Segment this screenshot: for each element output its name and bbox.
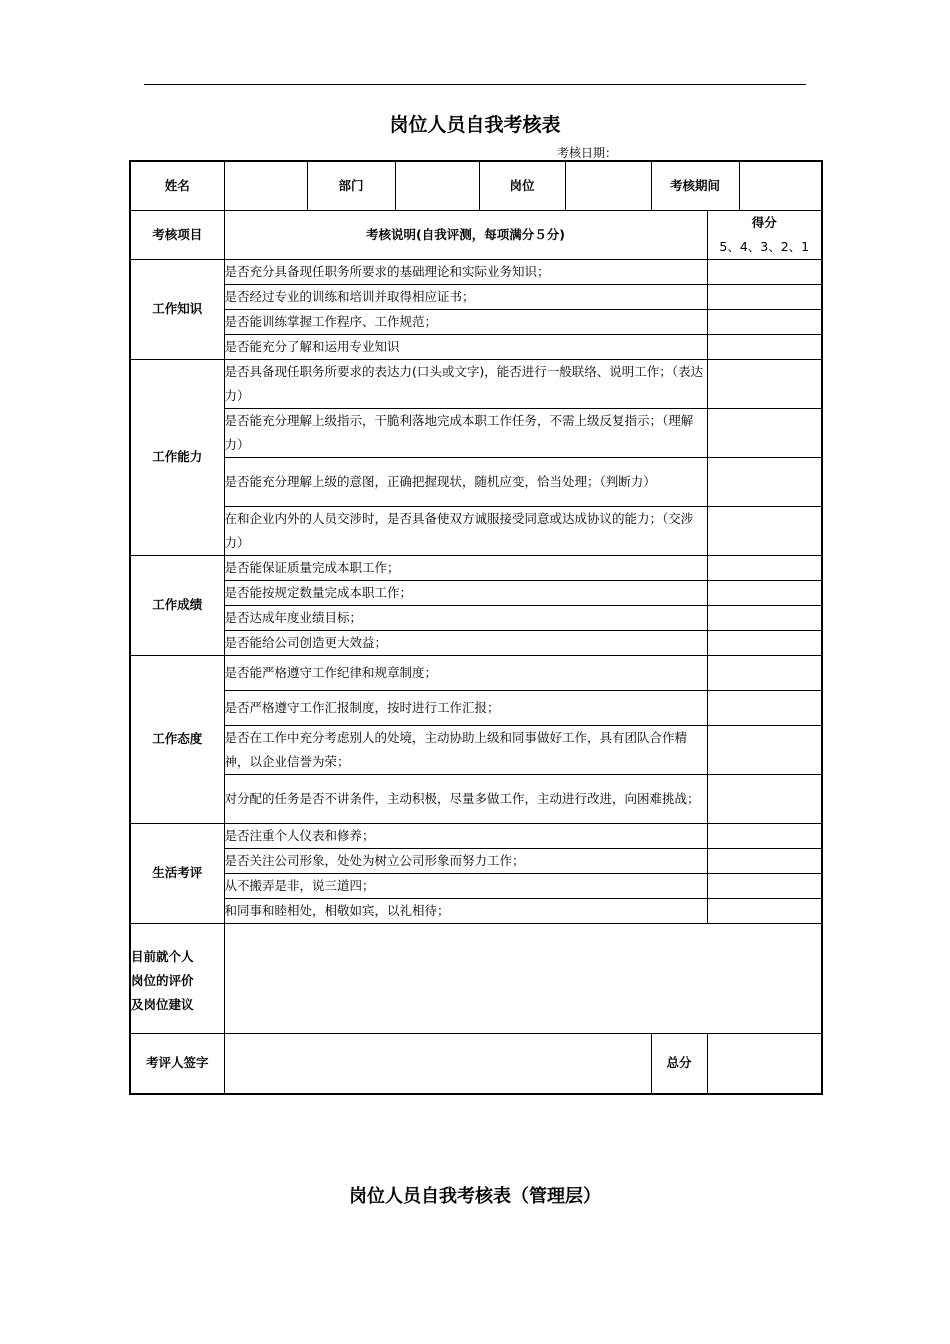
assessment-date-label: 考核日期： (557, 146, 618, 160)
name-field[interactable] (224, 161, 307, 210)
criterion-text: 在和企业内外的人员交涉时，是否具备使双方诚服接受同意或达成协议的能力；（交涉力） (224, 506, 707, 555)
post-field[interactable] (565, 161, 651, 210)
score-cell[interactable] (707, 725, 822, 774)
score-cell[interactable] (707, 690, 822, 725)
score-cell[interactable] (707, 774, 822, 823)
evaluation-label-line: 目前就个人 (131, 949, 194, 964)
score-cell[interactable] (707, 457, 822, 506)
page-title: 岗位人员自我考核表 (389, 114, 561, 136)
criterion-text: 是否能充分理解上级指示，干脆利落地完成本职工作任务，不需上级反复指示；（理解力） (224, 408, 707, 457)
info-row (130, 161, 822, 210)
dept-field[interactable] (395, 161, 479, 210)
col-score-header (707, 210, 822, 259)
evaluation-field[interactable] (224, 923, 822, 1033)
criterion-text: 是否经过专业的训练和培训并取得相应证书； (224, 284, 707, 309)
criterion-text: 对分配的任务是否不讲条件，主动积极，尽量多做工作，主动进行改进，向困难挑战； (224, 774, 707, 823)
criterion-text: 是否能训练掌握工作程序、工作规范； (224, 309, 707, 334)
score-cell[interactable] (707, 334, 822, 359)
criterion-text: 和同事和睦相处，相敬如宾，以礼相待； (224, 898, 707, 923)
criterion-text: 是否能给公司创造更大效益； (224, 630, 707, 655)
score-cell[interactable] (707, 259, 822, 284)
signature-row (130, 1033, 822, 1094)
criterion-text: 是否充分具备现任职务所要求的基础理论和实际业务知识； (224, 259, 707, 284)
period-label: 考核期间 (651, 161, 739, 210)
criterion-text: 是否能按规定数量完成本职工作； (224, 580, 707, 605)
name-label: 姓名 (130, 161, 224, 210)
evaluation-label-line: 岗位的评价 (131, 973, 194, 988)
column-header-row (130, 210, 822, 259)
score-title: 得分 (751, 214, 777, 230)
evaluation-row (130, 923, 822, 1033)
score-cell[interactable] (707, 580, 822, 605)
section-work-knowledge: 工作知识 (130, 259, 224, 359)
score-cell[interactable] (707, 630, 822, 655)
criterion-text: 是否能充分理解上级的意图，正确把握现状，随机应变，恰当处理；（判断力） (224, 457, 707, 506)
score-cell[interactable] (707, 873, 822, 898)
section-work-results: 工作成绩 (130, 555, 224, 655)
criterion-text: 是否能保证质量完成本职工作； (224, 555, 707, 580)
score-cell[interactable] (707, 655, 822, 690)
top-rule (144, 84, 806, 85)
criterion-text: 是否在工作中充分考虑别人的处境，主动协助上级和同事做好工作，具有团队合作精神，以企业信誉为荣； (224, 725, 707, 774)
section-life-evaluation: 生活考评 (130, 823, 224, 923)
score-cell[interactable] (707, 898, 822, 923)
score-cell[interactable] (707, 823, 822, 848)
score-cell[interactable] (707, 506, 822, 555)
signature-field[interactable] (224, 1033, 651, 1094)
criterion-text: 是否能严格遵守工作纪律和规章制度； (224, 655, 707, 690)
score-cell[interactable] (707, 848, 822, 873)
post-label: 岗位 (479, 161, 565, 210)
score-cell[interactable] (707, 555, 822, 580)
criterion-text: 是否严格遵守工作汇报制度，按时进行工作汇报； (224, 690, 707, 725)
section-work-attitude: 工作态度 (130, 655, 224, 823)
score-scale: 5、4、3、2、1 (719, 238, 810, 254)
score-cell[interactable] (707, 309, 822, 334)
score-cell[interactable] (707, 605, 822, 630)
criterion-text: 从不搬弄是非，说三道四； (224, 873, 707, 898)
dept-label: 部门 (307, 161, 395, 210)
second-form-title: 岗位人员自我考核表（管理层） (349, 1186, 601, 1207)
score-cell[interactable] (707, 359, 822, 408)
score-cell[interactable] (707, 408, 822, 457)
col-item-header: 考核项目 (130, 210, 224, 259)
total-field[interactable] (707, 1033, 822, 1094)
section-work-ability: 工作能力 (130, 359, 224, 555)
criterion-text: 是否关注公司形象，处处为树立公司形象而努力工作； (224, 848, 707, 873)
period-field[interactable] (739, 161, 822, 210)
score-cell[interactable] (707, 284, 822, 309)
total-label: 总分 (651, 1033, 707, 1094)
col-desc-header: 考核说明(自我评测，每项满分５分) (224, 210, 707, 259)
signature-label: 考评人签字 (130, 1033, 224, 1094)
criterion-text: 是否具备现任职务所要求的表达力(口头或文字)，能否进行一般联络、说明工作；（表达力） (224, 359, 707, 408)
criterion-text: 是否达成年度业绩目标； (224, 605, 707, 630)
evaluation-label-line: 及岗位建议 (131, 997, 194, 1012)
evaluation-label (130, 923, 224, 1033)
self-assessment-table (129, 160, 823, 1095)
criterion-text: 是否注重个人仪表和修养； (224, 823, 707, 848)
criterion-text: 是否能充分了解和运用专业知识 (224, 334, 707, 359)
